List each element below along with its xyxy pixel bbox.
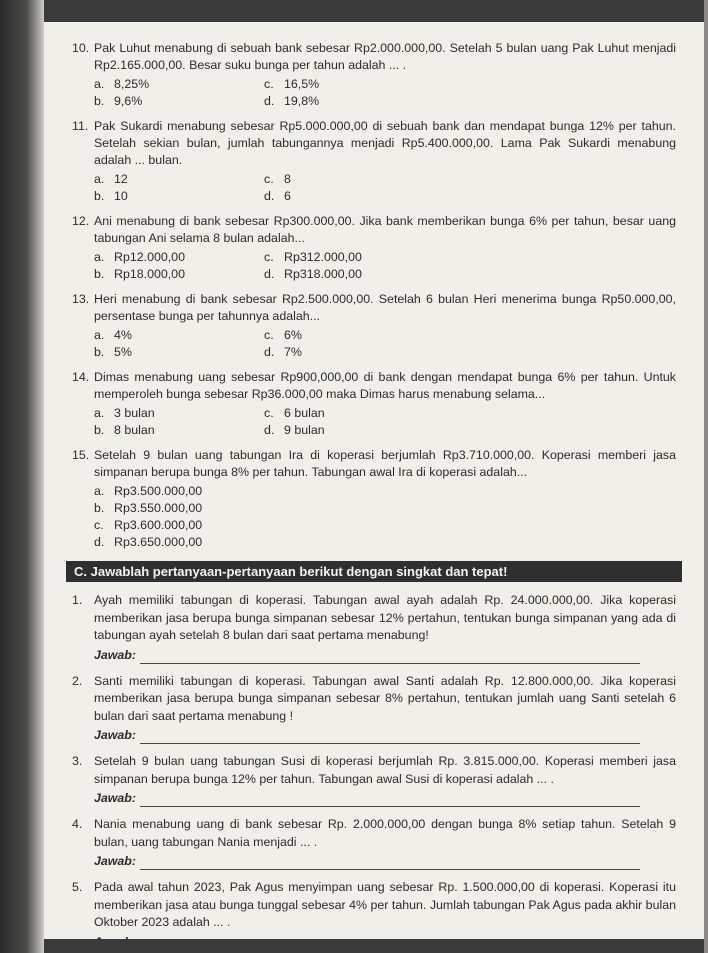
option-value: Rp3.500.000,00 bbox=[114, 484, 203, 498]
option-value: 16,5% bbox=[284, 77, 320, 91]
answer-line[interactable] bbox=[140, 731, 640, 744]
question-number: 10. bbox=[72, 41, 90, 55]
answer-option bbox=[264, 76, 464, 93]
option-value: Rp318.000,00 bbox=[284, 267, 362, 281]
question-text: Ayah memiliki tabungan di koperasi. Tabungan awal ayah adalah Rp. 24.000.000,00. Jika koperasi memberikan jasa berupa bunga simpanan sebesar 12% pertahun, tentukan bunga simpanan yang ada di tabungan ayah setelah 8 bulan dari saat pertama menabung! bbox=[94, 593, 676, 642]
option-letter: b. bbox=[94, 423, 105, 437]
option-value: 7% bbox=[284, 345, 302, 359]
option-letter: a. bbox=[94, 172, 105, 186]
question-text: Heri menabung di bank sebesar Rp2.500.000,00. Setelah 6 bulan Heri menerima bunga Rp50.000,00, persentase bunga per tahunnya adalah... bbox=[94, 292, 676, 323]
option-value: Rp3.650.000,00 bbox=[114, 535, 203, 549]
answer-option bbox=[94, 517, 354, 534]
answer-option bbox=[94, 534, 354, 551]
option-value: 9 bulan bbox=[284, 423, 325, 437]
answer-label: Jawab: bbox=[94, 791, 137, 805]
option-letter: c. bbox=[264, 406, 274, 420]
mc-question bbox=[72, 291, 676, 361]
section-c-heading: C. Jawablah pertanyaan-pertanyaan berikut dengan singkat dan tepat! bbox=[66, 561, 682, 582]
answer-option bbox=[94, 93, 264, 110]
answer-option bbox=[94, 483, 354, 500]
option-letter: a. bbox=[94, 484, 105, 498]
option-letter: c. bbox=[264, 77, 274, 91]
option-letter: b. bbox=[94, 501, 105, 515]
option-value: 12 bbox=[114, 172, 128, 186]
answer-option bbox=[264, 344, 464, 361]
answer-label: Jawab: bbox=[94, 728, 137, 742]
option-value: 8,25% bbox=[114, 77, 150, 91]
option-letter: d. bbox=[264, 345, 275, 359]
option-value: Rp18.000,00 bbox=[114, 267, 185, 281]
answer-options bbox=[94, 327, 676, 361]
option-value: 6% bbox=[284, 328, 302, 342]
option-letter: a. bbox=[94, 250, 105, 264]
answer-options bbox=[94, 76, 676, 110]
answer-option bbox=[94, 327, 264, 344]
option-value: Rp3.550.000,00 bbox=[114, 501, 203, 515]
option-value: 10 bbox=[114, 189, 128, 203]
answer-label: Jawab: bbox=[94, 854, 137, 868]
question-number: 4. bbox=[72, 817, 83, 831]
answer-area bbox=[94, 853, 676, 870]
answer-options bbox=[94, 171, 676, 205]
answer-options bbox=[94, 483, 676, 551]
question-text: Dimas menabung uang sebesar Rp900,000,00 di bank dengan mendapat bunga 6% per tahun. Untuk memperoleh bunga sebesar Rp36.000,00 maka Dimas harus menabung selama... bbox=[94, 370, 676, 401]
option-letter: a. bbox=[94, 77, 105, 91]
mc-question bbox=[72, 213, 676, 283]
option-value: 4% bbox=[114, 328, 132, 342]
question-number: 2. bbox=[72, 673, 83, 688]
option-letter: b. bbox=[94, 94, 105, 108]
answer-option bbox=[94, 266, 264, 283]
question-text: Nania menabung uang di bank sebesar Rp. 2.000.000,00 dengan bunga 8% setiap tahun. Setelah 9 bulan, uang tabungan Nania menjadi ... . bbox=[94, 817, 676, 849]
mc-question bbox=[72, 447, 676, 551]
answer-area bbox=[94, 727, 676, 744]
page-shadow-left bbox=[0, 0, 44, 953]
essay-question-list bbox=[72, 592, 676, 951]
question-number: 15. bbox=[72, 448, 90, 462]
option-letter: d. bbox=[94, 535, 105, 549]
mc-question bbox=[72, 40, 676, 110]
worksheet-page bbox=[44, 22, 704, 953]
question-number: 12. bbox=[72, 214, 90, 228]
option-value: 8 bbox=[284, 172, 291, 186]
option-value: 6 bbox=[284, 189, 291, 203]
question-text: Pak Luhut menabung di sebuah bank sebesar Rp2.000.000,00. Setelah 5 bulan uang Pak Luhut menjadi Rp2.165.000,00. Besar suku bunga per tahun adalah ... . bbox=[94, 41, 676, 72]
answer-option bbox=[264, 266, 464, 283]
answer-option bbox=[264, 188, 464, 205]
question-text: Pak Sukardi menabung sebesar Rp5.000.000,00 di sebuah bank dan mendapat bunga 12% per tahun. Setelah sekian bulan, jumlah tabungannya menjadi Rp5.400.000,00. Lama Pak Sukardi menabung adalah ... bulan. bbox=[94, 119, 676, 167]
answer-option bbox=[94, 500, 354, 517]
option-value: 8 bulan bbox=[114, 423, 155, 437]
answer-line[interactable] bbox=[140, 651, 640, 664]
question-text: Setelah 9 bulan uang tabungan Ira di koperasi berjumlah Rp3.710.000,00. Koperasi memberi jasa simpanan berupa bunga 8% per tahun. Tabungan awal Ira di koperasi adalah... bbox=[94, 448, 676, 479]
answer-label: Jawab: bbox=[94, 647, 137, 662]
answer-area bbox=[94, 647, 676, 664]
option-letter: b. bbox=[94, 267, 105, 281]
question-text: Setelah 9 bulan uang tabungan Susi di koperasi berjumlah Rp. 3.815.000,00. Koperasi memberi jasa simpanan berupa bunga 12% per tahun. Tabungan awal Susi di koperasi adalah ... . bbox=[94, 754, 676, 786]
option-value: Rp3.600.000,00 bbox=[114, 518, 203, 532]
page-shadow-right bbox=[704, 0, 708, 953]
question-number: 11. bbox=[72, 119, 89, 133]
essay-question bbox=[72, 816, 676, 870]
option-letter: a. bbox=[94, 406, 105, 420]
answer-area bbox=[94, 790, 676, 807]
option-letter: c. bbox=[264, 250, 274, 264]
essay-question bbox=[72, 592, 676, 664]
answer-option bbox=[264, 93, 464, 110]
answer-option bbox=[264, 249, 464, 266]
question-number: 13. bbox=[72, 292, 90, 306]
mc-question bbox=[72, 369, 676, 439]
answer-option bbox=[94, 76, 264, 93]
answer-option bbox=[94, 422, 264, 439]
answer-options bbox=[94, 405, 676, 439]
option-value: 19,8% bbox=[284, 94, 320, 108]
answer-option bbox=[94, 405, 264, 422]
option-value: Rp12.000,00 bbox=[114, 250, 185, 264]
question-number: 5. bbox=[72, 880, 83, 894]
answer-line[interactable] bbox=[140, 857, 640, 870]
page-bottom-edge bbox=[44, 939, 704, 953]
option-letter: c. bbox=[94, 518, 104, 532]
essay-question bbox=[72, 753, 676, 807]
answer-option bbox=[94, 171, 264, 188]
option-letter: c. bbox=[264, 172, 274, 186]
question-number: 3. bbox=[72, 754, 83, 768]
option-value: 6 bulan bbox=[284, 406, 325, 420]
answer-option bbox=[264, 405, 464, 422]
option-letter: d. bbox=[264, 94, 275, 108]
option-letter: c. bbox=[264, 328, 274, 342]
answer-option bbox=[94, 188, 264, 205]
mc-question bbox=[72, 118, 676, 205]
answer-option bbox=[94, 344, 264, 361]
answer-option bbox=[264, 327, 464, 344]
question-text: Santi memiliki tabungan di koperasi. Tabungan awal Santi adalah Rp. 12.800.000,00. Jika koperasi memberikan jasa berupa bunga simpanan sebesar 8% pertahun, tentukan jumlah uang Santi setelah 6 bulan dari saat pertama menabung ! bbox=[94, 673, 676, 723]
option-letter: d. bbox=[264, 267, 275, 281]
option-value: Rp312.000,00 bbox=[284, 250, 362, 264]
option-value: 5% bbox=[114, 345, 132, 359]
answer-option bbox=[94, 249, 264, 266]
multiple-choice-list bbox=[72, 40, 676, 551]
question-text: Ani menabung di bank sebesar Rp300.000,00. Jika bank memberikan bunga 6% per tahun, besar uang tabungan Ani selama 8 bulan adalah... bbox=[94, 214, 676, 245]
answer-option bbox=[264, 422, 464, 439]
option-letter: d. bbox=[264, 189, 275, 203]
option-letter: b. bbox=[94, 345, 105, 359]
answer-option bbox=[264, 171, 464, 188]
question-text: Pada awal tahun 2023, Pak Agus menyimpan uang sebesar Rp. 1.500.000,00 di koperasi. Koperasi itu memberikan jasa atau bunga tunggal sebesar 4% per tahun. Jumlah tabungan Pak Agus pada akhir bulan Oktober 2023 adalah ... . bbox=[94, 880, 676, 929]
answer-options bbox=[94, 249, 676, 283]
option-letter: b. bbox=[94, 189, 105, 203]
answer-line[interactable] bbox=[140, 794, 640, 807]
option-letter: d. bbox=[264, 423, 275, 437]
question-number: 14. bbox=[72, 370, 90, 384]
essay-question bbox=[72, 673, 676, 745]
option-value: 9,6% bbox=[114, 94, 143, 108]
option-letter: a. bbox=[94, 328, 105, 342]
question-number: 1. bbox=[72, 593, 83, 607]
option-value: 3 bulan bbox=[114, 406, 155, 420]
